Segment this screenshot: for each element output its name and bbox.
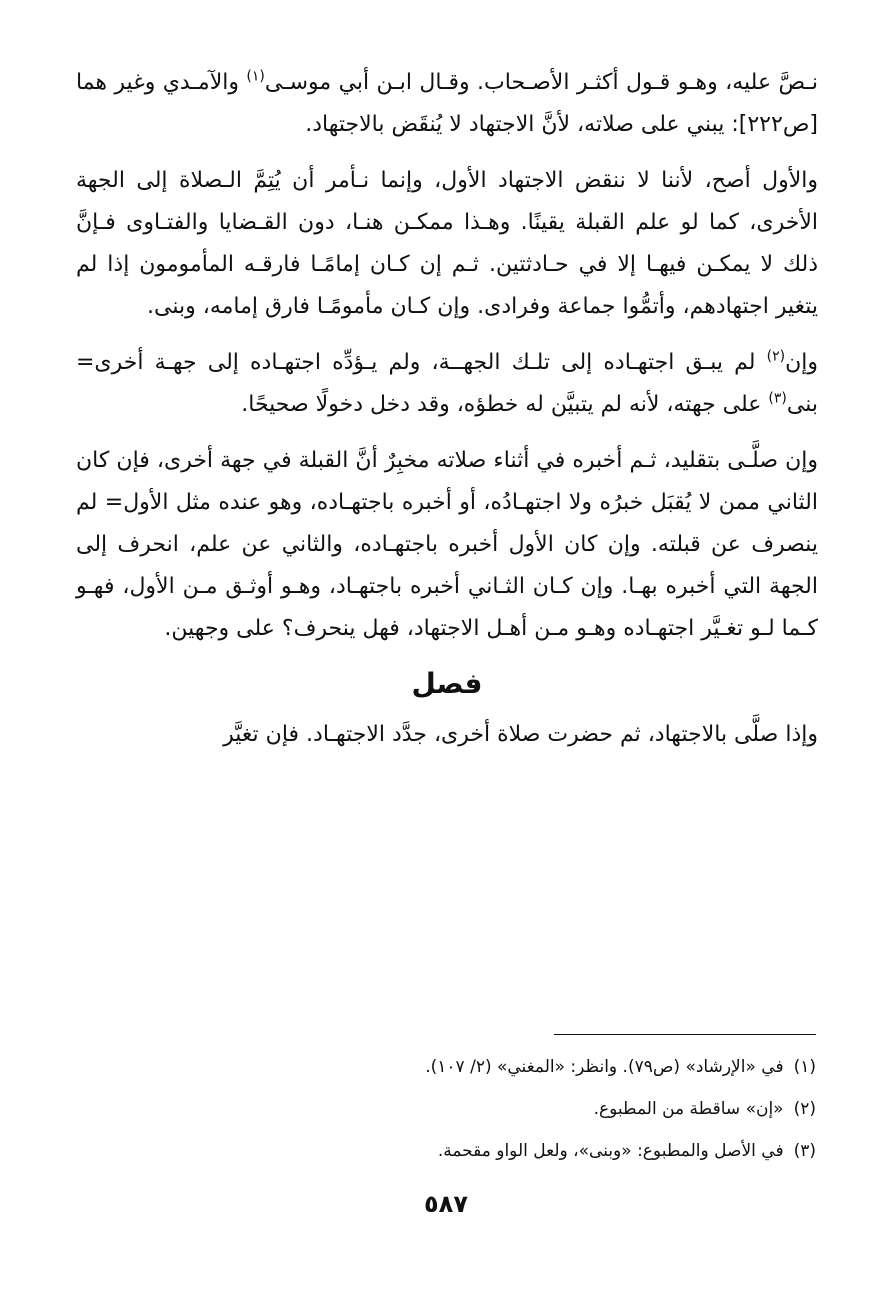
footnote-divider [554, 1034, 816, 1035]
paragraph-2: والأول أصح، لأننا لا ننقض الاجتهاد الأول، وإنما نـأمر أن يُتِمَّ الـصلاة إلى الجهة الأخرى، كما لو علم القبلة يقينًا. وهـذا ممكـن هنـا، دون القـضايا والفتـاوى فـإنَّ ذلك لا يمكـن فيهـا إلا في حـادثتين. ثـم إن كـان إمامًـا فارقـه المأمومون إذا لم يتغير اجتهادهم، وأتمُّوا جماعة وفرادى. وإن كـان مأمومًـا فارق إمامه، وبنى. [76, 168, 818, 319]
footnote-3-text: في الأصل والمطبوع: «وبنى»، ولعل الواو مقحمة. [437, 1141, 784, 1161]
paragraph-3-text-a: وإن [785, 350, 818, 375]
paragraph-3-text-b: لم يبـق اجتهـاده إلى تلـك الجهــة، ولم يـؤدِّه اجتهـاده إلى جهـة أخرى= بنى [76, 350, 818, 417]
footnote-ref-2[interactable]: (٢) [766, 348, 786, 365]
paragraph-5: وإذا صلَّى بالاجتهاد، ثم حضرت صلاة أخرى، جدَّد الاجتهـاد. فإن تغيَّر [223, 722, 818, 747]
footnote-1-number: (١) [793, 1057, 816, 1077]
footnote-ref-1[interactable]: (١) [246, 68, 265, 85]
page-body [76, 62, 818, 770]
paragraph-1-text-a: نـصَّ عليه، وهـو قـول أكثـر الأصـحاب. وقـال ابـن أبي موسـى [264, 70, 818, 95]
paragraph-1 [76, 62, 818, 146]
paragraph-3-text-c: على جهته، لأنه لم يتبيَّن له خطؤه، وقد دخل دخولًا صحيحًا. [241, 392, 769, 417]
footnotes [74, 1046, 816, 1172]
footnote-1 [74, 1046, 816, 1088]
footnote-3-number: (٣) [793, 1141, 816, 1161]
page-number: ٥٨٧ [424, 1190, 468, 1218]
footnote-2-text: «إن» ساقطة من المطبوع. [593, 1099, 784, 1119]
footnote-ref-3[interactable]: (٣) [768, 390, 787, 407]
footnote-3 [74, 1130, 816, 1172]
paragraph-4: وإن صلَّـى بتقليد، ثـم أخبره في أثناء صلاته مخبِرٌ أنَّ القبلة في جهة أخرى، فإن كان الثاني ممن لا يُقبَل خبرُه ولا اجتهـادُه، أو أخبره باجتهـاده، وهو عنده مثل الأول= لم ينصرف عن قبلته. وإن كان الأول أخبره باجتهـاده، والثاني عن علم، انحرف إلى الجهة التي أخبره بهـا. وإن كـان الثـاني أخبره باجتهـاد، وهـو أوثـق مـن الأول، فهـو كـما لـو تغـيَّر اجتهـاده وهـو مـن أهـل الاجتهاد، فهل ينحرف؟ على وجهين. [76, 448, 818, 641]
footnote-2-number: (٢) [793, 1099, 816, 1119]
footnote-1-text: في «الإرشاد» (ص٧٩). وانظر: «المغني» (٢/ ١٠٧). [425, 1057, 784, 1077]
section-heading: فصل [411, 667, 483, 700]
paragraph-3 [76, 342, 818, 426]
paragraph-1-text-b: والآمـدي وغير هما [ص٢٢٢]: يبني على صلاته، لأنَّ الاجتهاد لا يُنقَض بالاجتهاد. [76, 70, 818, 137]
footnote-2 [74, 1088, 816, 1130]
